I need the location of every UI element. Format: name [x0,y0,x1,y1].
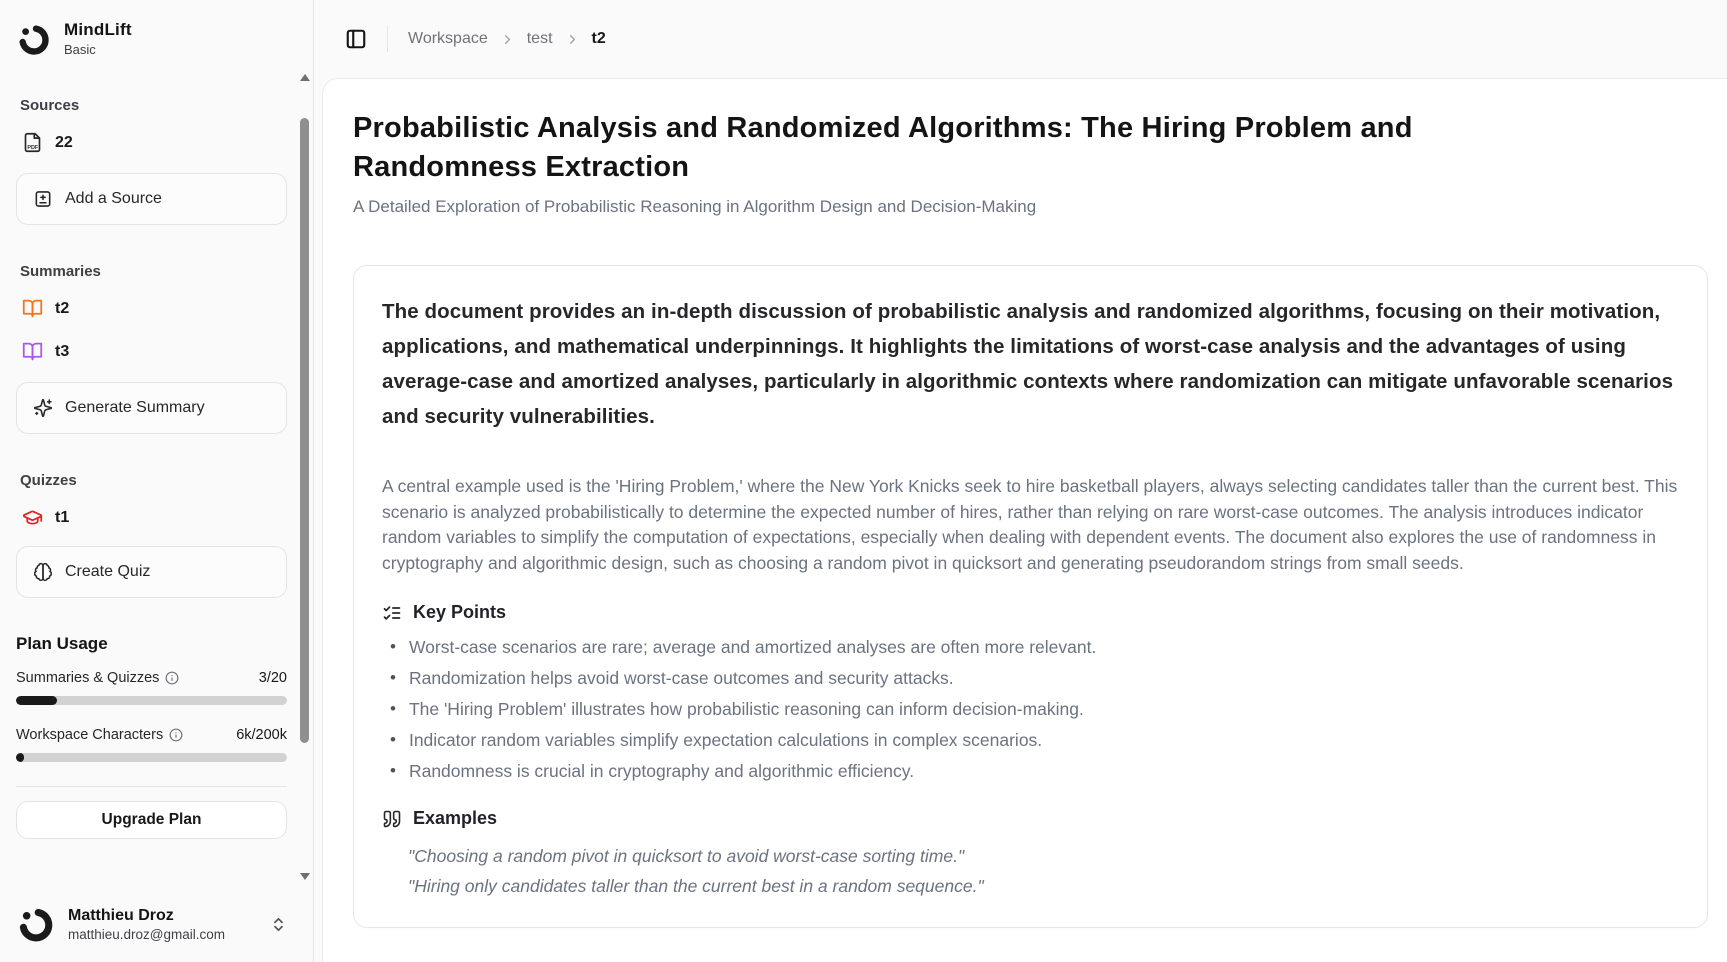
bullet-dot: • [390,761,396,780]
examples-heading [382,808,1679,829]
key-points-label: Key Points [413,602,507,622]
quiz-item-label: t1 [55,508,70,526]
summary-card [353,265,1708,928]
sidebar-divider [16,786,287,787]
app-logo [16,20,287,57]
app-name: MindLift [64,20,132,39]
avatar [16,904,56,944]
content-panel [322,78,1727,962]
source-item-label: 22 [55,133,73,151]
examples-list [382,841,1679,901]
progress-bar [16,753,287,762]
quiz-item-t1[interactable] [22,507,287,528]
summary-body-paragraph: A central example used is the 'Hiring Problem,' where the New York Knicks seek to hire basketball players, always selecting candidates taller than the current best. This scenario is analyzed probabilistically to determine the expected number of hires, rather than relying on rare worst-case outcomes. The analysis introduces indicator random variables to simplify the computation of expectations, especially when dealing with dependent events. The document also explores the use of randomness in cryptography and algorithmic design, such as choosing a random pivot in quicksort and generating pseudorandom strings from small seeds. [382,476,1678,573]
example-quote: "Choosing a random pivot in quicksort to avoid worst-case sorting time." [408,846,965,866]
generate-summary-button[interactable] [16,382,287,434]
source-item-pdf[interactable] [22,132,287,153]
pdf-file-icon [22,132,43,153]
breadcrumb-test[interactable]: test [526,30,553,47]
graduation-cap-icon [22,507,43,528]
sources-heading: Sources [20,97,80,114]
create-quiz-label: Create Quiz [65,563,151,580]
bullet-dot: • [390,699,396,718]
mindlift-logo-icon [16,21,52,57]
key-point-item: • Indicator random variables simplify expectation calculations in complex scenarios. [390,730,1043,750]
sidebar-toggle-icon[interactable] [345,28,367,50]
summaries-heading: Summaries [20,263,101,280]
key-point-item: • The 'Hiring Problem' illustrates how probabilistic reasoning can inform decision-making. [390,699,1084,719]
key-point-item: • Randomization helps avoid worst-case outcomes and security attacks. [390,668,954,688]
page-subtitle: A Detailed Exploration of Probabilistic Reasoning in Algorithm Design and Decision-Making [353,197,1037,216]
user-menu[interactable] [16,904,287,944]
breadcrumb-workspace[interactable]: Workspace [408,30,488,47]
upgrade-plan-button[interactable]: Upgrade Plan [16,801,287,839]
meter-value: 6k/200k [236,727,287,743]
key-point-item: • Randomness is crucial in cryptography and algorithmic efficiency. [390,761,915,781]
info-icon[interactable] [169,728,183,742]
topbar [314,0,1727,78]
chevron-right-icon [500,32,515,47]
meter-label: Workspace Characters [16,727,164,743]
generate-summary-label: Generate Summary [65,399,205,416]
main-area [314,0,1727,962]
examples-label: Examples [413,808,498,828]
user-name: Matthieu Droz [68,906,174,924]
svg-text:PDF: PDF [27,145,39,152]
bullet-dot: • [390,637,396,656]
open-book-icon [22,341,43,362]
scroll-thumb[interactable] [300,118,309,743]
page-title: Probabilistic Analysis and Randomized Algorithms: The Hiring Problem and Randomness Extraction [353,112,1413,183]
progress-fill [16,753,24,762]
chevron-right-icon [565,32,580,47]
scroll-down-arrow[interactable] [300,873,310,880]
example-quote: "Hiring only candidates taller than the current best in a random sequence." [408,876,984,896]
info-icon[interactable] [165,671,179,685]
sparkles-icon [33,398,53,418]
square-plus-icon [33,189,53,209]
key-points-heading [382,602,1679,623]
sidebar-scrollbar [299,74,311,880]
create-quiz-button[interactable] [16,546,287,598]
bullet-dot: • [390,668,396,687]
meter-label: Summaries & Quizzes [16,670,160,686]
list-checks-icon [382,603,402,623]
plan-usage-heading: Plan Usage [16,634,108,653]
topbar-divider [387,26,388,52]
open-book-icon [22,298,43,319]
meter-workspace-characters [16,727,287,762]
meter-value: 3/20 [258,670,287,686]
summary-item-t3[interactable] [22,341,287,362]
quote-icon [382,809,402,829]
bullet-dot: • [390,730,396,749]
add-source-label: Add a Source [65,190,162,207]
brain-icon [33,562,53,582]
summary-lead-paragraph: The document provides an in-depth discussion of probabilistic analysis and randomized algorithms, focusing on their motivation, applications, and mathematical underpinnings. It highlights the limitations of worst-case analysis and the advantages of using average-case and amortized analyses, particularly in algorithmic contexts where randomization can mitigate unfavorable scenarios and security vulnerabilities. [382,300,1674,428]
sidebar [0,0,314,962]
breadcrumb [408,30,606,48]
summary-item-label: t3 [55,342,70,360]
scroll-up-arrow[interactable] [300,74,310,81]
user-email: matthieu.droz@gmail.com [68,926,226,942]
meter-summaries-quizzes [16,670,287,705]
breadcrumb-current: t2 [591,30,606,47]
app-plan-tier: Basic [64,42,96,57]
key-points-list [382,636,1679,782]
key-point-item: • Worst-case scenarios are rare; average and amortized analyses are often more relevant. [390,637,1097,657]
quizzes-heading: Quizzes [20,472,77,489]
add-source-button[interactable] [16,173,287,225]
progress-fill [16,696,57,705]
chevrons-up-down-icon [270,916,287,933]
progress-bar [16,696,287,705]
summary-item-t2[interactable] [22,298,287,319]
summary-item-label: t2 [55,299,70,317]
